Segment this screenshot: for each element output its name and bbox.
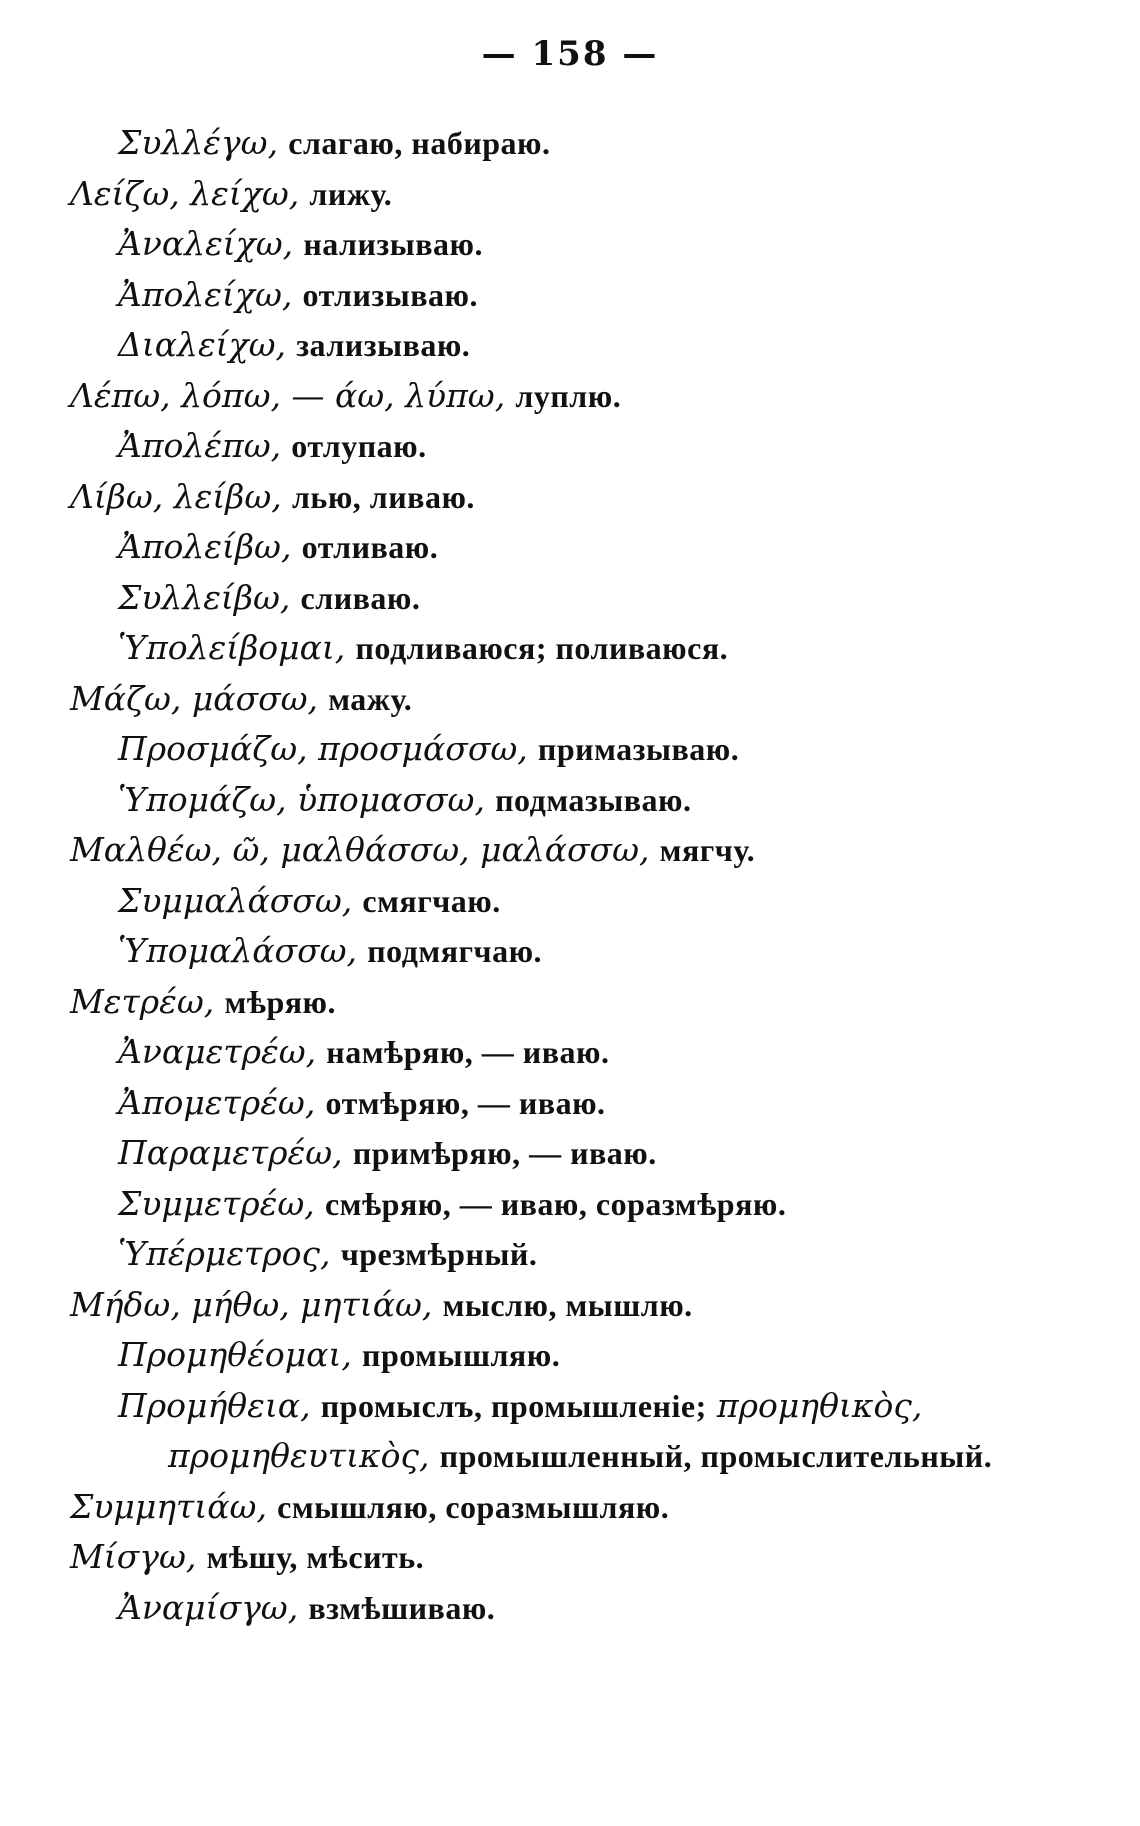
russian-translation: мягчу. xyxy=(659,832,756,868)
russian-translation: промыслъ, промышленіе; xyxy=(320,1387,707,1424)
dictionary-entry xyxy=(70,1128,1080,1179)
dictionary-entry xyxy=(70,1027,1080,1078)
russian-translation: смѣряю, — иваю, соразмѣряю. xyxy=(324,1185,787,1222)
greek-headword: Παραμετρέω, xyxy=(118,1133,343,1172)
dictionary-entry xyxy=(70,977,1080,1028)
greek-headword: Ὑπέρμετρος, xyxy=(118,1234,331,1273)
greek-headword: Λείζω, λείχω, xyxy=(70,173,300,213)
greek-headword: Ὑπομαλάσσω, xyxy=(118,931,358,970)
greek-headword: Προμήθεια, xyxy=(118,1385,311,1425)
greek-headword: Διαλείχω, xyxy=(118,325,287,364)
russian-translation: смышляю, соразмышляю. xyxy=(277,1488,670,1525)
greek-headword: Ἀναλείχω, xyxy=(118,224,294,263)
russian-translation: смягчаю. xyxy=(362,882,501,919)
russian-translation: луплю. xyxy=(515,377,622,414)
russian-translation: мѣшу, мѣсить. xyxy=(206,1539,425,1575)
greek-headword: Μήδω, μήθω, μητιάω, xyxy=(70,1284,433,1324)
greek-headword: Ὑπομάζω, ὑπομασσω, xyxy=(118,779,485,819)
dictionary-entry xyxy=(70,421,1080,472)
greek-headword: Λέπω, λόπω, — άω, λύπω, xyxy=(70,375,506,415)
greek-headword: Συλλείβω, xyxy=(118,577,291,617)
russian-translation: отлизываю. xyxy=(302,276,478,313)
russian-translation: намѣряю, — иваю. xyxy=(326,1034,610,1070)
greek-headword: Μαλθέω, ῶ, μαλθάσσω, μαλάσσω, xyxy=(70,830,650,869)
russian-translation-derivative: промышленный, промыслительный. xyxy=(439,1438,993,1474)
greek-headword: Λίβω, λείβω, xyxy=(70,476,282,516)
dictionary-entry xyxy=(70,1078,1080,1129)
dictionary-entry xyxy=(70,876,1080,927)
russian-translation: чрезмѣрный. xyxy=(340,1236,538,1272)
greek-headword: Μετρέω, xyxy=(70,981,215,1021)
greek-headword: Ἀπολείβω, xyxy=(118,527,292,566)
greek-headword: Προμηθέομαι, xyxy=(118,1335,352,1374)
russian-translation: примазываю. xyxy=(537,731,740,767)
greek-headword: Συμμετρέω, xyxy=(118,1183,315,1223)
dictionary-entry xyxy=(70,1330,1080,1381)
russian-translation: отлупаю. xyxy=(291,428,427,464)
dictionary-entry xyxy=(70,573,1080,624)
dictionary-entry xyxy=(70,1229,1080,1280)
dictionary-entry xyxy=(70,522,1080,573)
greek-headword: Ἀπολείχω, xyxy=(118,274,293,314)
greek-headword: Συμμητιάω, xyxy=(70,1486,267,1526)
russian-translation: нализываю. xyxy=(303,226,483,262)
greek-headword: Προσμάζω, προσμάσσω, xyxy=(118,729,528,768)
dictionary-entry xyxy=(70,169,1080,220)
dictionary-entry xyxy=(70,1280,1080,1331)
dictionary-entry xyxy=(70,371,1080,422)
dictionary-entry xyxy=(70,472,1080,523)
greek-headword: Μάζω, μάσσω, xyxy=(70,678,319,718)
russian-translation: слагаю, набираю. xyxy=(288,125,551,161)
russian-translation: зализываю. xyxy=(296,327,471,363)
russian-translation: подмазываю. xyxy=(495,781,692,818)
dictionary-entry xyxy=(70,724,1080,775)
dictionary-entry xyxy=(70,219,1080,270)
russian-translation: мажу. xyxy=(328,680,413,717)
dictionary-entry xyxy=(70,270,1080,321)
russian-translation: взмѣшиваю. xyxy=(308,1589,496,1626)
greek-headword: Ἀναμετρέω, xyxy=(118,1032,317,1071)
dictionary-entry xyxy=(70,1381,1080,1482)
russian-translation: подливаюся; поливаюся. xyxy=(355,630,729,666)
dictionary-entry xyxy=(70,118,1080,169)
greek-headword: Ἀπομετρέω, xyxy=(118,1082,316,1122)
greek-headword: Ἀναμίσγω, xyxy=(118,1587,299,1627)
greek-headword: Ἀπολέπω, xyxy=(118,426,282,465)
russian-translation: промышляю. xyxy=(362,1337,561,1373)
dictionary-entry xyxy=(70,1583,1080,1634)
russian-translation: отмѣряю, — иваю. xyxy=(325,1084,606,1121)
dictionary-entry xyxy=(70,825,1080,876)
russian-translation: примѣряю, — иваю. xyxy=(352,1135,657,1171)
greek-headword: Συλλέγω, xyxy=(118,123,279,162)
greek-headword: Συμμαλάσσω, xyxy=(118,880,353,920)
dictionary-entry xyxy=(70,926,1080,977)
dictionary-entry xyxy=(70,1532,1080,1583)
greek-headword: Μίσγω, xyxy=(70,1537,197,1576)
dictionary-entry xyxy=(70,1179,1080,1230)
page-number: — 158 — xyxy=(481,34,659,74)
dictionary-entry xyxy=(70,674,1080,725)
dictionary-entry xyxy=(70,320,1080,371)
dictionary-entries xyxy=(70,118,1080,1633)
greek-headword: Ὑπολείβομαι, xyxy=(118,628,346,667)
dictionary-entry xyxy=(70,1482,1080,1533)
russian-translation: мыслю, мышлю. xyxy=(442,1286,693,1323)
russian-translation: сливаю. xyxy=(300,579,421,616)
russian-translation: лью, ливаю. xyxy=(291,478,475,515)
dictionary-entry xyxy=(70,775,1080,826)
dictionary-entry xyxy=(70,623,1080,674)
russian-translation: отливаю. xyxy=(301,529,439,565)
russian-translation: мѣряю. xyxy=(224,983,336,1020)
russian-translation: лижу. xyxy=(309,175,393,212)
greek-derivative: προμηθικὸς, προμηθευτικὸς, xyxy=(168,1385,923,1475)
russian-translation: подмягчаю. xyxy=(367,933,543,969)
